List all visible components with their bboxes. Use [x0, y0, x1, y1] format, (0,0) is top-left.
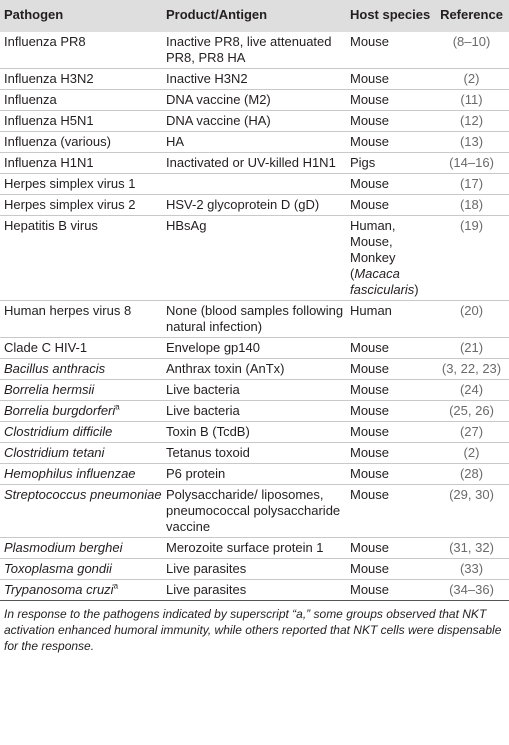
- host-species: Mouse: [350, 561, 390, 576]
- cell-pathogen: [0, 359, 162, 380]
- cell-pathogen: [0, 132, 162, 153]
- cell-host: [346, 401, 434, 422]
- host-species: Mouse: [350, 361, 390, 376]
- header-pathogen: Pathogen: [4, 7, 64, 22]
- cell-reference: (3, 22, 23): [434, 359, 509, 380]
- host-species: Mouse: [350, 134, 390, 149]
- cell-product: Envelope gp140: [162, 338, 346, 359]
- pathogen-name: Influenza: [4, 92, 57, 107]
- table-row: [0, 359, 509, 380]
- footnote-marker: a: [115, 402, 120, 412]
- pathogen-name: Influenza PR8: [4, 34, 86, 49]
- host-species: Mouse: [350, 540, 390, 555]
- pathogen-name: Clade C HIV-1: [4, 340, 88, 355]
- cell-host: [346, 580, 434, 601]
- cell-pathogen: [0, 69, 162, 90]
- cell-pathogen: [0, 301, 162, 338]
- host-species: Mouse: [350, 424, 390, 439]
- cell-host: [346, 538, 434, 559]
- table-body: [0, 32, 509, 601]
- pathogen-name: Clostridium difficile: [4, 424, 113, 439]
- host-species: Mouse: [350, 71, 390, 86]
- cell-pathogen: [0, 422, 162, 443]
- table-footnote: In response to the pathogens indicated by superscript “a,” some groups observed that NKT activation enhanced humoral immunity, while others reported that NKT cells were dispensable for the response.: [4, 607, 502, 653]
- table-row: [0, 443, 509, 464]
- header-reference: Reference: [440, 7, 503, 22]
- cell-reference: (24): [434, 380, 509, 401]
- header-product: Product/Antigen: [166, 7, 268, 22]
- cell-reference: (8–10): [434, 32, 509, 69]
- cell-product: HSV-2 glycoprotein D (gD): [162, 195, 346, 216]
- cell-reference: (17): [434, 174, 509, 195]
- pathogen-name: Borrelia hermsii: [4, 382, 95, 397]
- pathogen-name: Human herpes virus 8: [4, 303, 132, 318]
- cell-host: [346, 338, 434, 359]
- host-species: Mouse: [350, 113, 390, 128]
- table-row: [0, 538, 509, 559]
- cell-reference: (12): [434, 111, 509, 132]
- cell-pathogen: [0, 401, 162, 422]
- pathogen-name: Trypanosoma cruzi: [4, 582, 114, 597]
- cell-product: Anthrax toxin (AnTx): [162, 359, 346, 380]
- table-row: [0, 195, 509, 216]
- cell-pathogen: [0, 338, 162, 359]
- cell-pathogen: [0, 32, 162, 69]
- cell-product: P6 protein: [162, 464, 346, 485]
- cell-host: [346, 90, 434, 111]
- pathogen-name: Hemophilus influenzae: [4, 466, 136, 481]
- table-row: [0, 32, 509, 69]
- cell-pathogen: [0, 90, 162, 111]
- cell-product: DNA vaccine (M2): [162, 90, 346, 111]
- table-row: [0, 380, 509, 401]
- host-species: Mouse: [350, 466, 390, 481]
- cell-product: Inactivated or UV-killed H1N1: [162, 153, 346, 174]
- table-row: [0, 580, 509, 601]
- cell-pathogen: [0, 538, 162, 559]
- cell-pathogen: [0, 216, 162, 301]
- cell-host: [346, 464, 434, 485]
- cell-host: [346, 111, 434, 132]
- table-row: [0, 301, 509, 338]
- host-species: Mouse: [350, 445, 390, 460]
- cell-product: HBsAg: [162, 216, 346, 301]
- table-row: [0, 90, 509, 111]
- cell-product: DNA vaccine (HA): [162, 111, 346, 132]
- host-species: Pigs: [350, 155, 376, 170]
- table-row: [0, 485, 509, 538]
- cell-reference: (14–16): [434, 153, 509, 174]
- host-species: Mouse: [350, 382, 390, 397]
- pathogen-name: Influenza (various): [4, 134, 111, 149]
- cell-host: [346, 69, 434, 90]
- host-species: Mouse: [350, 487, 390, 502]
- cell-pathogen: [0, 111, 162, 132]
- cell-reference: (28): [434, 464, 509, 485]
- pathogen-name: Clostridium tetani: [4, 445, 105, 460]
- table-row: [0, 401, 509, 422]
- table-row: [0, 338, 509, 359]
- table-row: [0, 111, 509, 132]
- cell-host: [346, 216, 434, 301]
- cell-product: Tetanus toxoid: [162, 443, 346, 464]
- cell-host: [346, 301, 434, 338]
- host-species: Human: [350, 303, 392, 318]
- cell-product: Live parasites: [162, 559, 346, 580]
- table-header: [0, 0, 509, 32]
- table-row: [0, 464, 509, 485]
- cell-reference: (25, 26): [434, 401, 509, 422]
- cell-product: Inactive PR8, live attenuated PR8, PR8 HA: [162, 32, 346, 69]
- cell-reference: (29, 30): [434, 485, 509, 538]
- cell-host: [346, 380, 434, 401]
- cell-reference: (19): [434, 216, 509, 301]
- pathogen-name: Streptococcus pneumoniae: [4, 487, 162, 502]
- cell-pathogen: [0, 174, 162, 195]
- cell-reference: (20): [434, 301, 509, 338]
- cell-host: [346, 153, 434, 174]
- cell-product: Live bacteria: [162, 401, 346, 422]
- cell-product: Toxin B (TcdB): [162, 422, 346, 443]
- cell-reference: (11): [434, 90, 509, 111]
- cell-pathogen: [0, 195, 162, 216]
- pathogen-name: Hepatitis B virus: [4, 218, 98, 233]
- cell-pathogen: [0, 153, 162, 174]
- pathogen-name: Toxoplasma gondii: [4, 561, 112, 576]
- cell-product: Polysaccharide/ liposomes, pneumococcal polysaccharide vaccine: [162, 485, 346, 538]
- host-species: Human, Mouse, Monkey: [350, 218, 396, 265]
- host-species: Mouse: [350, 197, 390, 212]
- cell-host: [346, 443, 434, 464]
- pathogen-name: Herpes simplex virus 2: [4, 197, 136, 212]
- pathogen-name: Influenza H3N2: [4, 71, 94, 86]
- cell-reference: (34–36): [434, 580, 509, 601]
- host-species: Mouse: [350, 582, 390, 597]
- host-species: Mouse: [350, 34, 390, 49]
- pathogen-name: Herpes simplex virus 1: [4, 176, 136, 191]
- cell-pathogen: [0, 380, 162, 401]
- cell-product: None (blood samples following natural infection): [162, 301, 346, 338]
- host-species-detail: (Macaca fascicularis): [350, 266, 419, 297]
- table-row: [0, 216, 509, 301]
- cell-product: [162, 174, 346, 195]
- cell-host: [346, 195, 434, 216]
- cell-reference: (18): [434, 195, 509, 216]
- cell-pathogen: [0, 464, 162, 485]
- pathogen-name: Bacillus anthracis: [4, 361, 106, 376]
- cell-host: [346, 485, 434, 538]
- cell-pathogen: [0, 580, 162, 601]
- pathogen-name: Plasmodium berghei: [4, 540, 123, 555]
- host-species: Mouse: [350, 176, 390, 191]
- cell-pathogen: [0, 559, 162, 580]
- cell-reference: (21): [434, 338, 509, 359]
- table-row: [0, 422, 509, 443]
- host-species: Mouse: [350, 92, 390, 107]
- cell-product: Merozoite surface protein 1: [162, 538, 346, 559]
- cell-reference: (33): [434, 559, 509, 580]
- host-species: Mouse: [350, 403, 390, 418]
- cell-reference: (31, 32): [434, 538, 509, 559]
- cell-reference: (27): [434, 422, 509, 443]
- cell-pathogen: [0, 485, 162, 538]
- cell-host: [346, 132, 434, 153]
- cell-product: Live parasites: [162, 580, 346, 601]
- table-row: [0, 69, 509, 90]
- table-row: [0, 132, 509, 153]
- header-host: Host species: [350, 7, 431, 22]
- cell-product: Inactive H3N2: [162, 69, 346, 90]
- table-row: [0, 174, 509, 195]
- cell-reference: (2): [434, 69, 509, 90]
- cell-reference: (13): [434, 132, 509, 153]
- cell-host: [346, 422, 434, 443]
- table-row: [0, 559, 509, 580]
- pathogen-name: Influenza H5N1: [4, 113, 94, 128]
- cell-pathogen: [0, 443, 162, 464]
- cell-host: [346, 559, 434, 580]
- host-species: Mouse: [350, 340, 390, 355]
- cell-product: HA: [162, 132, 346, 153]
- cell-host: [346, 359, 434, 380]
- cell-product: Live bacteria: [162, 380, 346, 401]
- footnote-marker: a: [113, 581, 119, 591]
- pathogen-name: Borrelia burgdorferi: [4, 403, 116, 418]
- pathogen-name: Influenza H1N1: [4, 155, 94, 170]
- cell-host: [346, 32, 434, 69]
- cell-host: [346, 174, 434, 195]
- cell-reference: (2): [434, 443, 509, 464]
- table-row: [0, 153, 509, 174]
